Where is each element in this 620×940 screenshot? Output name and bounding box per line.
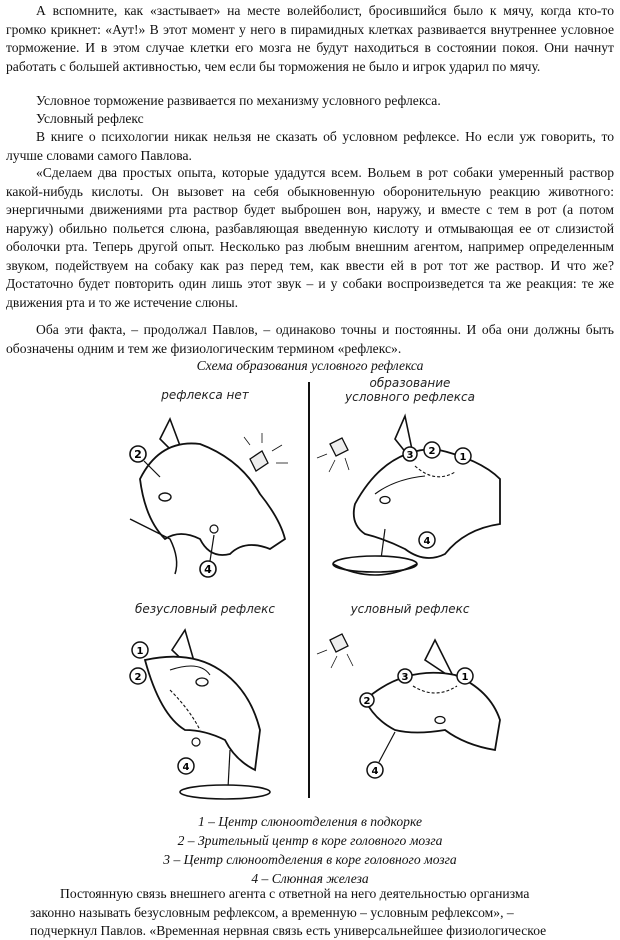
dog-head-illustration (315, 620, 510, 805)
panel-no-reflex (110, 374, 300, 579)
paragraph-conditioned-inhibition: Условное торможение развивается по механизму условного рефлекса. (36, 93, 441, 108)
marker-1: 1 (461, 672, 469, 683)
legend-item-1: 1 – Центр слюноотделения в подкорке (197, 814, 423, 829)
dog-head-illustration (110, 620, 300, 805)
figure-divider-vertical (308, 382, 310, 798)
marker-4: 4 (371, 766, 379, 777)
reflex-scheme-figure (110, 374, 510, 804)
marker-1: 1 (136, 646, 144, 657)
marker-2: 2 (134, 672, 142, 683)
marker-3: 3 (406, 450, 414, 461)
panel-unconditioned-reflex (110, 592, 300, 797)
bottom-line-1: Постоянную связь внешнего агента с ответной на него деятельностью организма (60, 886, 530, 901)
dog-head-illustration (110, 399, 300, 579)
marker-4: 4 (423, 536, 431, 547)
marker-2: 2 (363, 696, 371, 707)
marker-1: 1 (459, 452, 467, 463)
marker-3: 3 (401, 672, 409, 683)
section-heading: Условный рефлекс (36, 111, 144, 126)
paragraph-both-facts: Оба эти факта, – продолжал Павлов, – одинаково точны и постоянны. И оба они должны быть обозначены одним и тем же физиологическим термином «рефлекс». (6, 322, 614, 356)
marker-4: 4 (204, 563, 212, 576)
legend-item-2: 2 – Зрительный центр в коре головного мозга (177, 833, 443, 848)
figure-caption: Схема образования условного рефлекса (196, 358, 424, 373)
panel-title-line1: образование (369, 376, 451, 390)
panel-title: условный рефлекс (350, 602, 470, 616)
dog-head-illustration (315, 404, 510, 584)
bottom-line-3: подчеркнул Павлов. «Временная нервная связь есть универсальнейшее физиологическое (30, 923, 547, 938)
paragraph-pavlov-quote: «Сделаем два простых опыта, которые удадутся всем. Вольем в рот собаки умеренный раствор какой-нибудь кислоты. Он вызовет на себя обыкновенную оборонительную реакцию животного: энергичными движениями рта раствор будет выброшен вон, наружу, и вместе с тем в рот (а потом наружу) обильно польется слюна, разбавляющая введенную кислоту и отмывающая ее от слизистой оболочки рта. Теперь другой опыт. Несколько раз любым внешним агентом, например определенным звуком, подействуем на собаку как раз перед тем, как ввести ей в рот тот же раствор. И что же? Достаточно будет повторить один лишь этот звук – и у собаки воспроизведется та же реакция: те же движения рта и то же истечение слюны. (6, 165, 614, 310)
panel-title-line2: условного рефлекса (345, 390, 475, 404)
bottom-line-2: законно называть безусловным рефлексом, а временную – условным рефлексом», – (30, 905, 514, 920)
paragraph-intro-pavlov: В книге о психологии никак нельзя не сказать об условном рефлексе. Но если уж говорить, то лучше словами самого Павлова. (6, 129, 614, 163)
legend-item-3: 3 – Центр слюноотделения в коре головного мозга (163, 852, 457, 867)
marker-2: 2 (134, 448, 142, 461)
panel-title: безусловный рефлекс (134, 602, 276, 616)
panel-conditioned-reflex (315, 592, 505, 797)
paragraph-volleyball: А вспомните, как «застывает» на месте волейболист, бросившийся было к мячу, когда кто-то громко крикнет: «Аут!» В этот момент у него в пирамидных клетках развивается внутреннее условное торможение. И в этом случае клетки его мозга не будут находиться в состоянии покоя. Они начнут работать с большей активностью, чем если бы торможения не было и игрок ударил по мячу. (6, 3, 614, 74)
marker-2: 2 (428, 446, 436, 457)
panel-title: рефлекса нет (161, 388, 249, 402)
panel-formation (315, 374, 505, 579)
marker-4: 4 (182, 762, 190, 773)
legend-item-4: 4 – Слюнная железа (251, 871, 369, 886)
